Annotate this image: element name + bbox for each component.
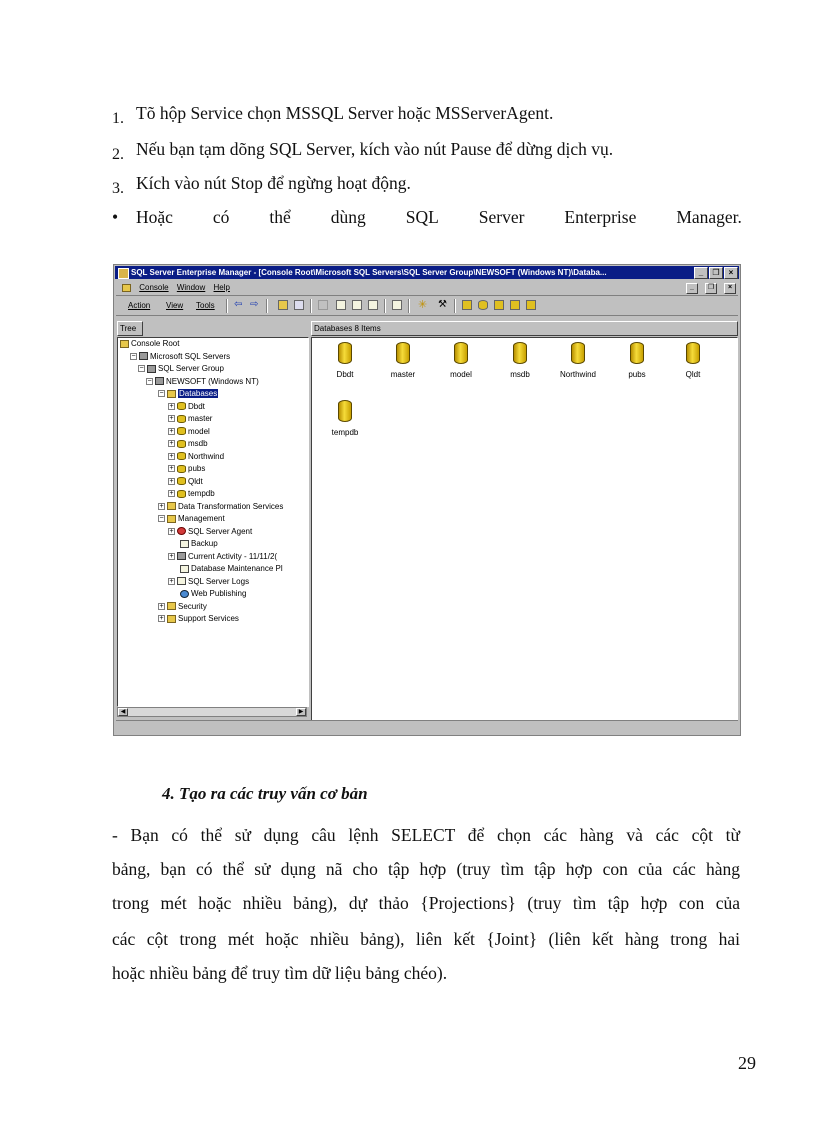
database-item[interactable]: tempdb [320,400,370,437]
tree-node[interactable] [158,602,207,612]
step-number: 2. [112,146,124,163]
word: Server [478,207,525,227]
database-item[interactable]: model [436,342,486,379]
step-text: Nếu bạn tạm dõng SQL Server, kích vào nút Pause để dừng dịch vụ. [136,139,614,159]
database-icon [630,342,644,364]
database-icon [396,342,410,364]
minimize-button[interactable]: _ [694,267,708,279]
collapse-icon[interactable]: − [131,352,136,360]
enterprise-manager-window [113,264,741,736]
new-database-icon[interactable] [462,300,472,310]
tools-icon[interactable]: ⚒ [438,299,447,310]
tree-node-label: SQL Server Group [158,364,224,373]
tree-node-label: Data Transformation Services [178,501,284,511]
red-icon [177,527,186,535]
tree-node[interactable] [168,477,203,487]
folder-icon [167,515,176,523]
folder-icon [167,390,176,398]
tree-node[interactable] [180,589,246,599]
database-icon [454,342,468,364]
expand-icon[interactable]: + [159,502,164,510]
db-icon [177,440,186,448]
tree-node[interactable] [138,364,224,374]
database-item[interactable]: Dbdt [320,342,370,379]
tree-node-label: NEWSOFT (Windows NT) [166,376,259,386]
tree-node[interactable] [158,514,225,524]
db-icon [177,465,186,473]
step-3 [112,172,411,196]
tree-node-label: pubs [188,464,206,473]
folder-icon [167,615,176,623]
toolbar-separator [454,299,456,313]
step-2 [112,138,613,162]
srv-icon [177,552,186,560]
expand-icon[interactable]: + [159,615,164,623]
tree-node-label: Databases [179,389,218,398]
paragraph-line: hoặc nhiều bảng để truy tìm dữ liệu bảng chéo). [112,963,448,983]
tree-node-label: Database Maintenance Pl [191,564,283,573]
tree-node-label: Microsoft SQL Servers [150,351,231,361]
scroll-right-icon[interactable]: ▶ [296,708,306,716]
expand-icon[interactable]: + [169,552,174,560]
tree-node[interactable] [168,527,252,537]
word: Enterprise [564,207,637,227]
folder-icon [120,340,129,348]
menu-action[interactable]: Action [128,301,151,310]
app-icon [118,268,129,279]
tree-node[interactable] [158,502,283,512]
database-icon [686,342,700,364]
show-tree-icon[interactable] [294,300,304,310]
menu-window[interactable]: Window [176,283,206,292]
wizard-icon[interactable]: ✳ [418,299,428,311]
tree-node-label: Qldt [188,476,203,486]
db-icon [177,427,186,435]
step-number: 1. [112,110,124,127]
paragraph-line: trong mét hoặc nhiều bảng), dự thảo {Projections} (truy tìm tập hợp con của [112,893,740,913]
step-1 [112,102,553,126]
step-text: Tõ hộp Service chọn MSSQL Server hoặc MSServerAgent. [136,103,554,123]
mdi-minimize-button[interactable]: _ [686,283,698,294]
database-icon[interactable] [478,300,488,310]
tree-node[interactable] [168,414,212,424]
expand-icon[interactable]: + [169,527,174,535]
new-table-icon[interactable] [494,300,504,310]
db-icon [177,402,186,410]
tree-hscrollbar[interactable] [117,707,307,717]
toolbar [116,297,738,316]
export-icon[interactable] [368,300,378,310]
back-icon[interactable]: ⇦ [234,299,243,310]
bullet-words [136,206,742,228]
db-icon [177,490,186,498]
tree-node-label: Backup [191,539,218,548]
list-header: Databases 8 Items [311,321,738,336]
expand-icon[interactable]: + [169,577,174,585]
collapse-icon[interactable]: − [147,377,152,385]
window-title: SQL Server Enterprise Manager - [Console Root\Microsoft SQL Servers\SQL Server Group\NEWSOFT (Windows NT)\Databa... [131,268,607,277]
close-button[interactable]: × [724,267,738,279]
folder-icon [167,502,176,510]
db-icon [177,477,186,485]
folder-icon [167,602,176,610]
database-icon [571,342,585,364]
doc-icon [177,577,186,585]
up-folder-icon[interactable] [278,300,288,310]
tree-node-label: tempdb [188,489,215,498]
tree-node[interactable] [158,614,239,624]
tree-node[interactable] [168,464,205,474]
collapse-icon[interactable]: − [159,515,164,523]
database-item[interactable]: master [378,342,428,379]
toolbar-separator [408,299,410,313]
tree-node[interactable] [168,452,224,462]
new-procedure-icon[interactable] [526,300,536,310]
tree-node-label: SQL Server Agent [188,526,253,536]
word: dùng [330,207,366,227]
tree-node[interactable] [168,427,210,437]
menu-bar [116,281,738,296]
tree-node-label: msdb [188,439,208,448]
word: thể [269,207,291,227]
tree-node-label: Web Publishing [191,589,247,598]
database-icon [338,342,352,364]
toolbar-separator [384,299,386,313]
tree-node[interactable] [180,539,218,549]
tree-node[interactable] [158,389,218,399]
step-number: 3. [112,180,124,197]
tree-node[interactable] [168,402,205,412]
tree-node[interactable] [146,377,259,387]
database-item[interactable]: Qldt [668,342,718,379]
console-tree [117,337,309,707]
delete-icon[interactable] [318,300,328,310]
db-icon [177,415,186,423]
database-icon [338,400,352,422]
menu-console[interactable]: Console [139,283,169,292]
expand-icon[interactable]: + [169,440,174,448]
tree-node[interactable] [168,439,208,449]
globe-icon [180,590,189,598]
db-icon [177,452,186,460]
collapse-icon[interactable]: − [159,390,164,398]
section-heading: 4. Tạo ra các truy vấn cơ bản [162,784,368,803]
tree-node-label: model [188,426,210,436]
expand-icon[interactable]: + [169,477,174,485]
toolbar-separator [226,299,228,313]
word: Hoặc [136,207,173,227]
properties-icon[interactable] [336,300,346,310]
expand-icon[interactable]: + [159,602,164,610]
srv-icon [147,365,156,373]
tree-node[interactable] [120,339,179,349]
word: SQL [405,207,439,227]
tree-node[interactable] [180,564,283,574]
tree-node-label: SQL Server Logs [188,576,250,586]
bullet-icon: • [112,207,119,227]
tree-node[interactable] [168,489,215,499]
tree-node[interactable] [168,577,249,587]
page-number: 29 [738,1053,756,1073]
mdi-restore-button[interactable]: ❐ [705,283,717,294]
tree-node-label: Support Services [178,614,239,623]
help-icon[interactable] [392,300,402,310]
tree-node-label: Security [178,601,207,611]
tree-node-label: Northwind [188,451,225,461]
forward-icon[interactable]: ⇨ [250,299,259,310]
database-item[interactable]: pubs [612,342,662,379]
tree-node[interactable] [168,552,277,562]
expand-icon[interactable]: + [169,490,174,498]
restore-button[interactable]: ❐ [709,267,723,279]
doc-icon [180,565,189,573]
refresh-icon[interactable] [352,300,362,310]
window-titlebar [115,266,739,279]
mdi-close-button[interactable]: × [724,283,736,294]
step-text: Kích vào nút Stop để ngừng hoạt động. [136,173,411,193]
status-bar [116,720,738,733]
bullet-line [112,206,742,228]
expand-icon[interactable]: + [169,465,174,473]
tab-tree[interactable]: Tree [117,321,143,336]
srv-icon [139,352,148,360]
console-icon [122,284,131,292]
database-item[interactable]: msdb [495,342,545,379]
collapse-icon[interactable]: − [139,365,144,373]
tree-node-label: master [188,414,213,423]
expand-icon[interactable]: + [169,427,174,435]
tree-node-label: Management [178,514,225,523]
new-view-icon[interactable] [510,300,520,310]
paragraph-line: các cột trong mét hoặc nhiều bảng), liên kết {Joint} (liên kết hàng trong hai [112,929,740,949]
menu-tools[interactable]: Tools [196,301,215,310]
expand-icon[interactable]: + [169,452,174,460]
paragraph-line: - Bạn có thể sử dụng câu lệnh SELECT để chọn các hàng và các cột từ [112,825,740,845]
srv-icon [155,377,164,385]
toolbar-separator [310,299,312,313]
database-item[interactable]: Northwind [553,342,603,379]
expand-icon[interactable]: + [169,415,174,423]
word: Manager. [676,207,742,227]
tree-node[interactable] [130,352,230,362]
doc-icon [180,540,189,548]
tree-node-label: Current Activity - 11/11/2( [188,551,278,561]
tree-node-label: Dbdt [188,401,205,411]
expand-icon[interactable]: + [169,402,174,410]
database-icon [513,342,527,364]
tree-node-label: Console Root [131,339,180,348]
paragraph-line: bảng, bạn có thể sử dụng nã cho tập hợp (truy tìm tập hợp con của các hàng [112,859,740,879]
scroll-left-icon[interactable]: ◀ [118,708,128,716]
toolbar-separator [266,299,268,313]
menu-help[interactable]: Help [213,283,230,292]
menu-view[interactable]: View [166,301,184,310]
database-list [311,337,738,721]
word: có [212,207,230,227]
